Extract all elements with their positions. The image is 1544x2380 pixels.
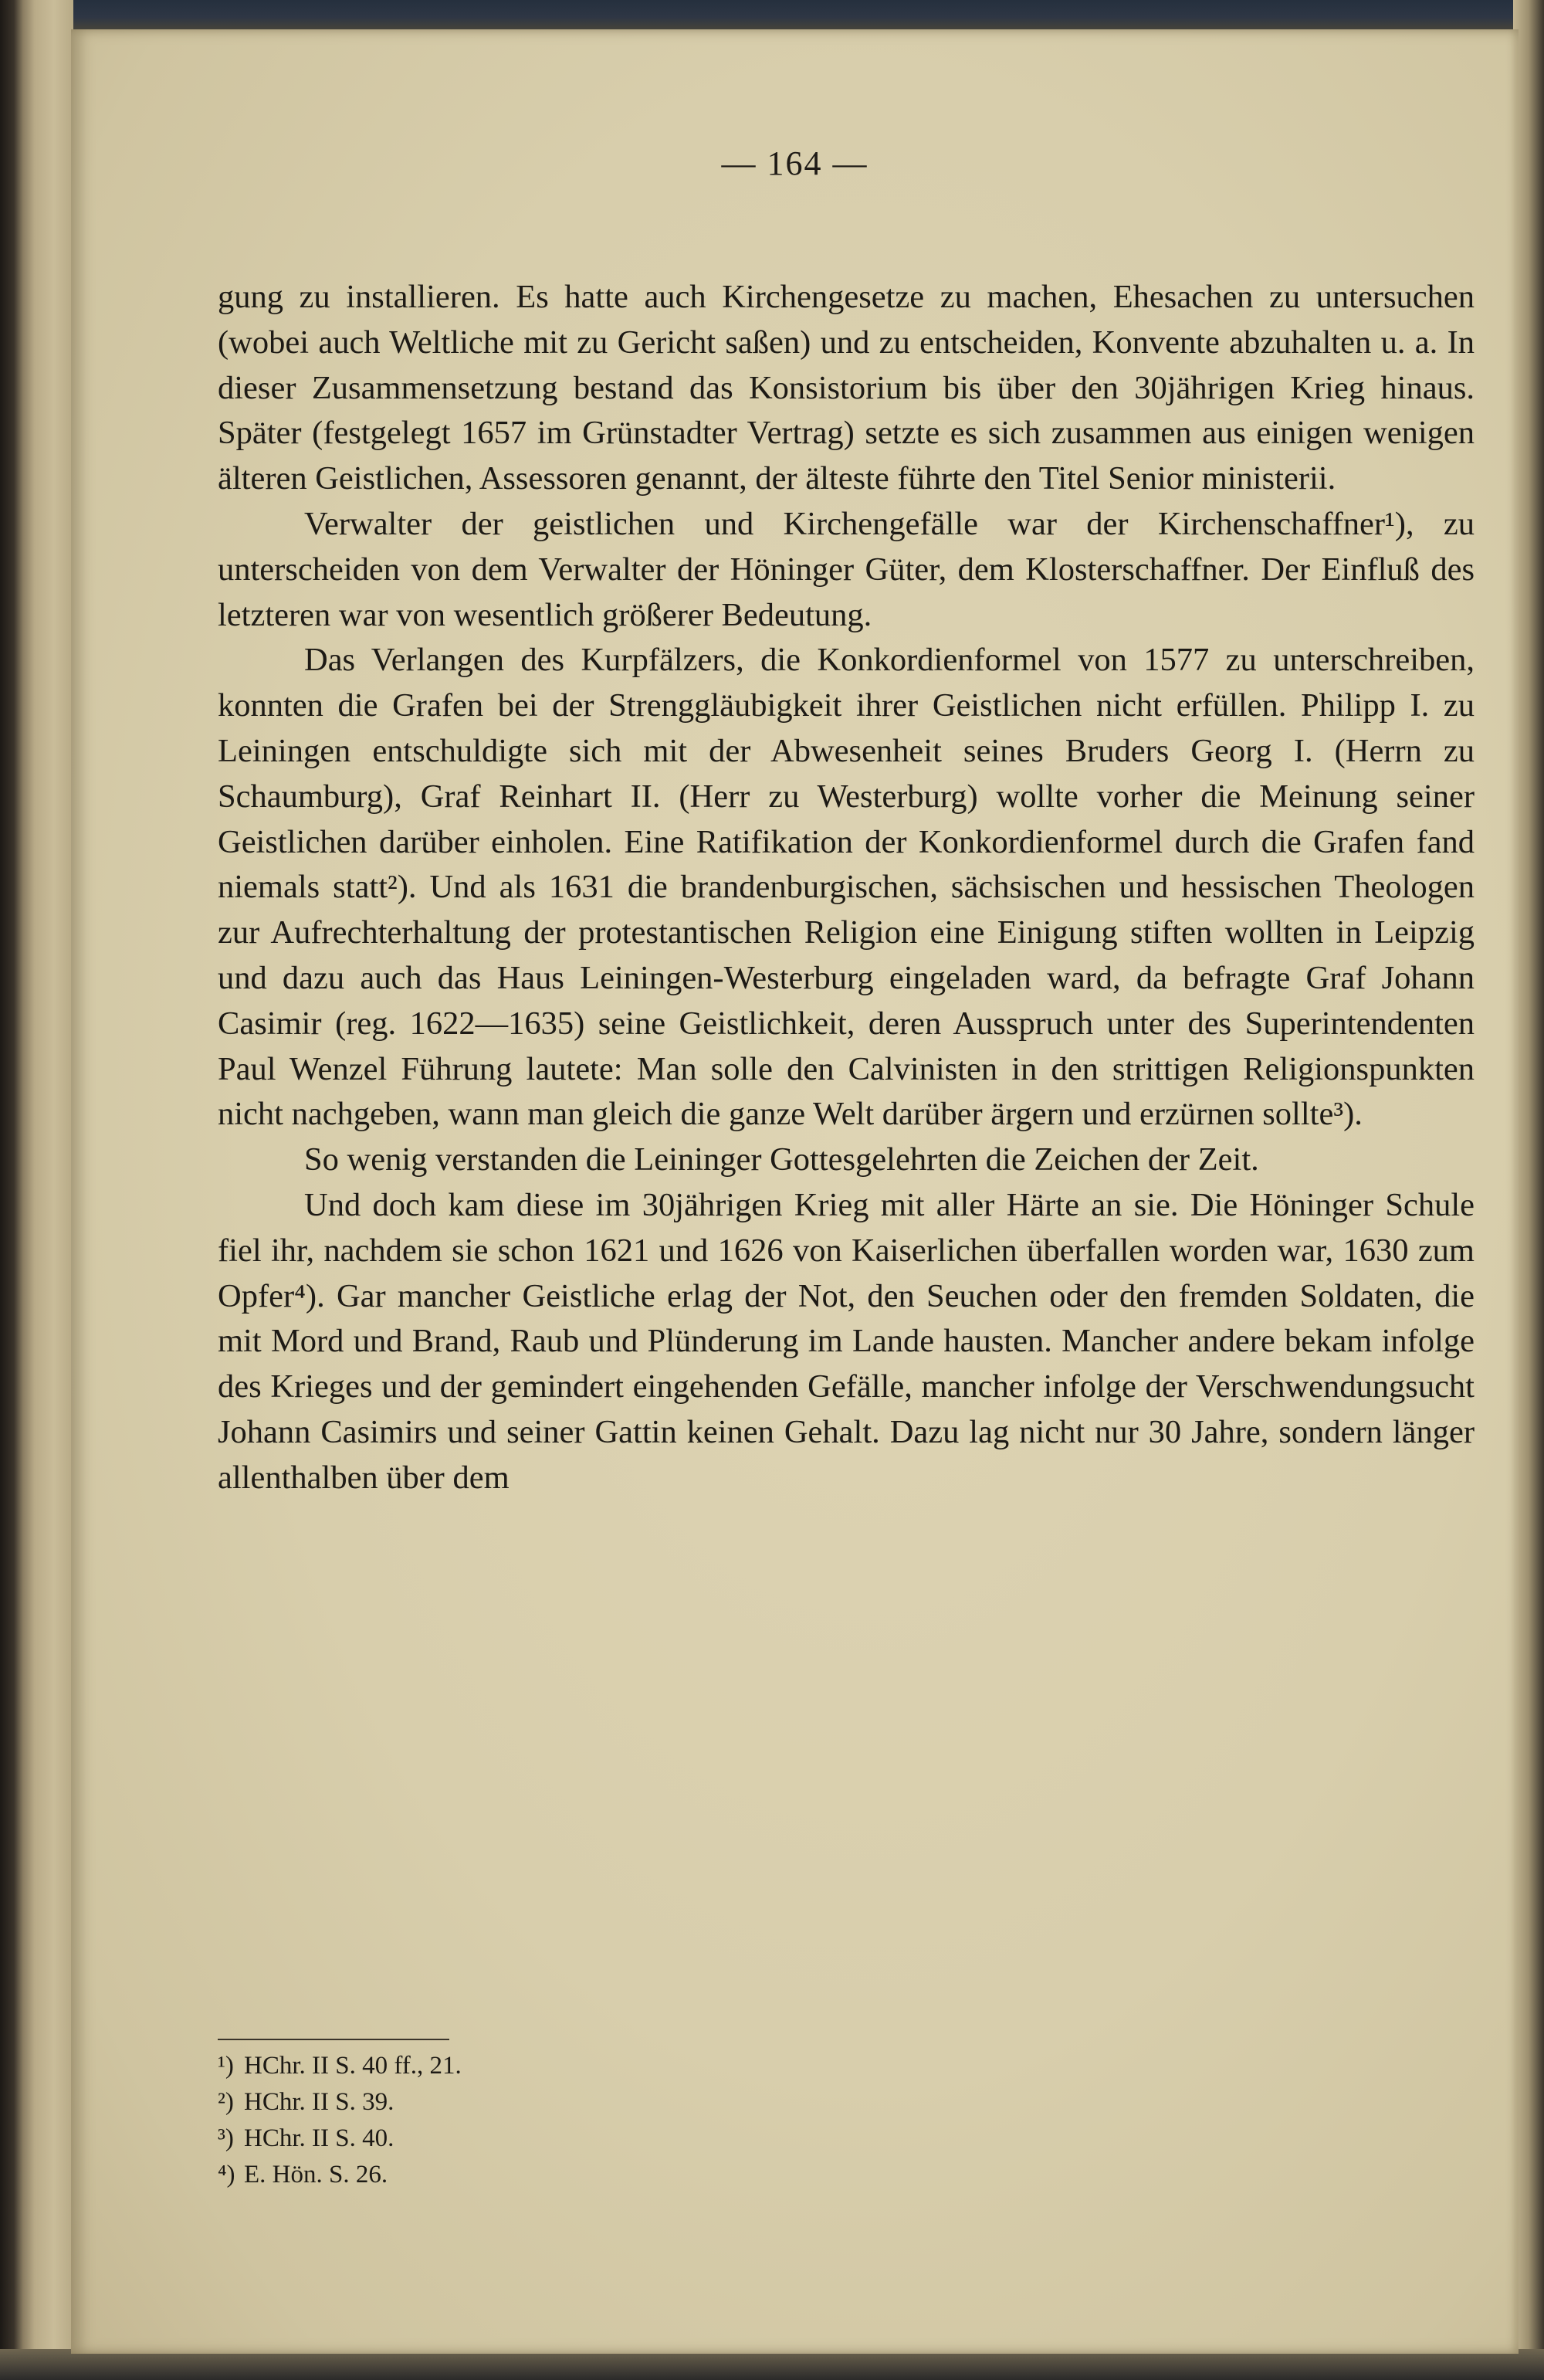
book-spine-edge — [0, 0, 73, 2380]
footnote-mark: ²) — [218, 2088, 234, 2116]
book-page — [71, 29, 1519, 2354]
footnote — [218, 2084, 835, 2121]
paragraph-kirchenschaffner: Verwalter der geistlichen und Kirchengefälle war der Kirchenschaffner¹), zu unterscheiden von dem Verwalter der Höninger Güter, dem Klosterschaffner. Der Einfluß des letzteren war von wesentlich größerer Bedeutung. — [218, 505, 1475, 633]
footnote — [218, 2121, 835, 2157]
footnote-text: E. Hön. S. 26. — [244, 2161, 388, 2188]
book-top-edge — [0, 0, 1544, 32]
footnote-mark: ¹) — [218, 2052, 234, 2080]
paragraph-dreissigjaehriger-krieg: Und doch kam diese im 30jährigen Krieg mit aller Härte an sie. Die Höninger Schule fiel ihr, nachdem sie schon 1621 und 1626 von Kaiserlichen überfallen worden war, 1630 zum Opfer⁴). Gar mancher Geistliche erlag der Not, den Seuchen oder den fremden Soldaten, die mit Mord und Brand, Raub und Plünderung im Lande hausten. Mancher andere bekam infolge des Krieges und der gemindert eingehenden Gefälle, mancher infolge der Verschwendungsucht Johann Casimirs und seiner Gattin keinen Gehalt. Dazu lag nicht nur 30 Jahre, sondern länger allenthalben über dem — [218, 1186, 1475, 1496]
footnote — [218, 2157, 835, 2193]
footnote-separator — [218, 2039, 449, 2040]
page-number: — 164 — — [721, 144, 868, 182]
footnotes — [218, 2048, 835, 2193]
footnote-text: HChr. II S. 40 ff., 21. — [244, 2052, 462, 2080]
body-text — [218, 275, 1475, 1501]
book-bottom-edge — [0, 2349, 1544, 2380]
footnote-text: HChr. II S. 40. — [244, 2124, 394, 2152]
footnote-mark: ⁴) — [218, 2161, 235, 2188]
paragraph-konkordienformel: Das Verlangen des Kurpfälzers, die Konkordienformel von 1577 zu unterschreiben, konnten die Grafen bei der Strenggläubigkeit ihrer Geistlichen nicht erfüllen. Philipp I. zu Leiningen entschuldigte sich mit der Abwesenheit seines Bruders Georg I. (Herrn zu Schaumburg), Graf Reinhart II. (Herr zu Westerburg) wollte vorher die Meinung seiner Geistlichen darüber einholen. Eine Ratifikation der Konkordienformel durch die Grafen fand niemals statt²). Und als 1631 die brandenburgischen, sächsischen und hessischen Theologen zur Aufrechterhaltung der protestantischen Religion eine Einigung stiften wollten in Leipzig und dazu auch das Haus Leiningen-Westerburg eingeladen ward, da befragte Graf Johann Casimir (reg. 1622—1635) seine Geistlichkeit, deren Ausspruch unter des Superintendenten Paul Wenzel Führung lautete: Man solle den Calvinisten in den strittigen Religionspunkten nicht nachgeben, wann man gleich die ganze Welt darüber ärgern und erzürnen sollte³). — [218, 642, 1475, 1133]
footnote-mark: ³) — [218, 2124, 234, 2152]
footnote — [218, 2048, 835, 2084]
footnote-text: HChr. II S. 39. — [244, 2088, 394, 2116]
paragraph-zeichen-der-zeit: So wenig verstanden die Leininger Gottesgelehrten die Zeichen der Zeit. — [304, 1141, 1259, 1178]
paragraph-continuation: gung zu installieren. Es hatte auch Kirchengesetze zu machen, Ehesachen zu untersuchen (wobei auch Weltliche mit zu Gericht saßen) und zu entscheiden, Konvente abzuhalten u. a. In dieser Zusammensetzung bestand das Konsistorium bis über den 30jährigen Krieg hinaus. Später (festgelegt 1657 im Grünstadter Vertrag) setzte es sich zusammen aus einigen wenigen älteren Geistlichen, Assessoren genannt, der älteste führte den Titel Senior ministerii. — [218, 279, 1475, 497]
